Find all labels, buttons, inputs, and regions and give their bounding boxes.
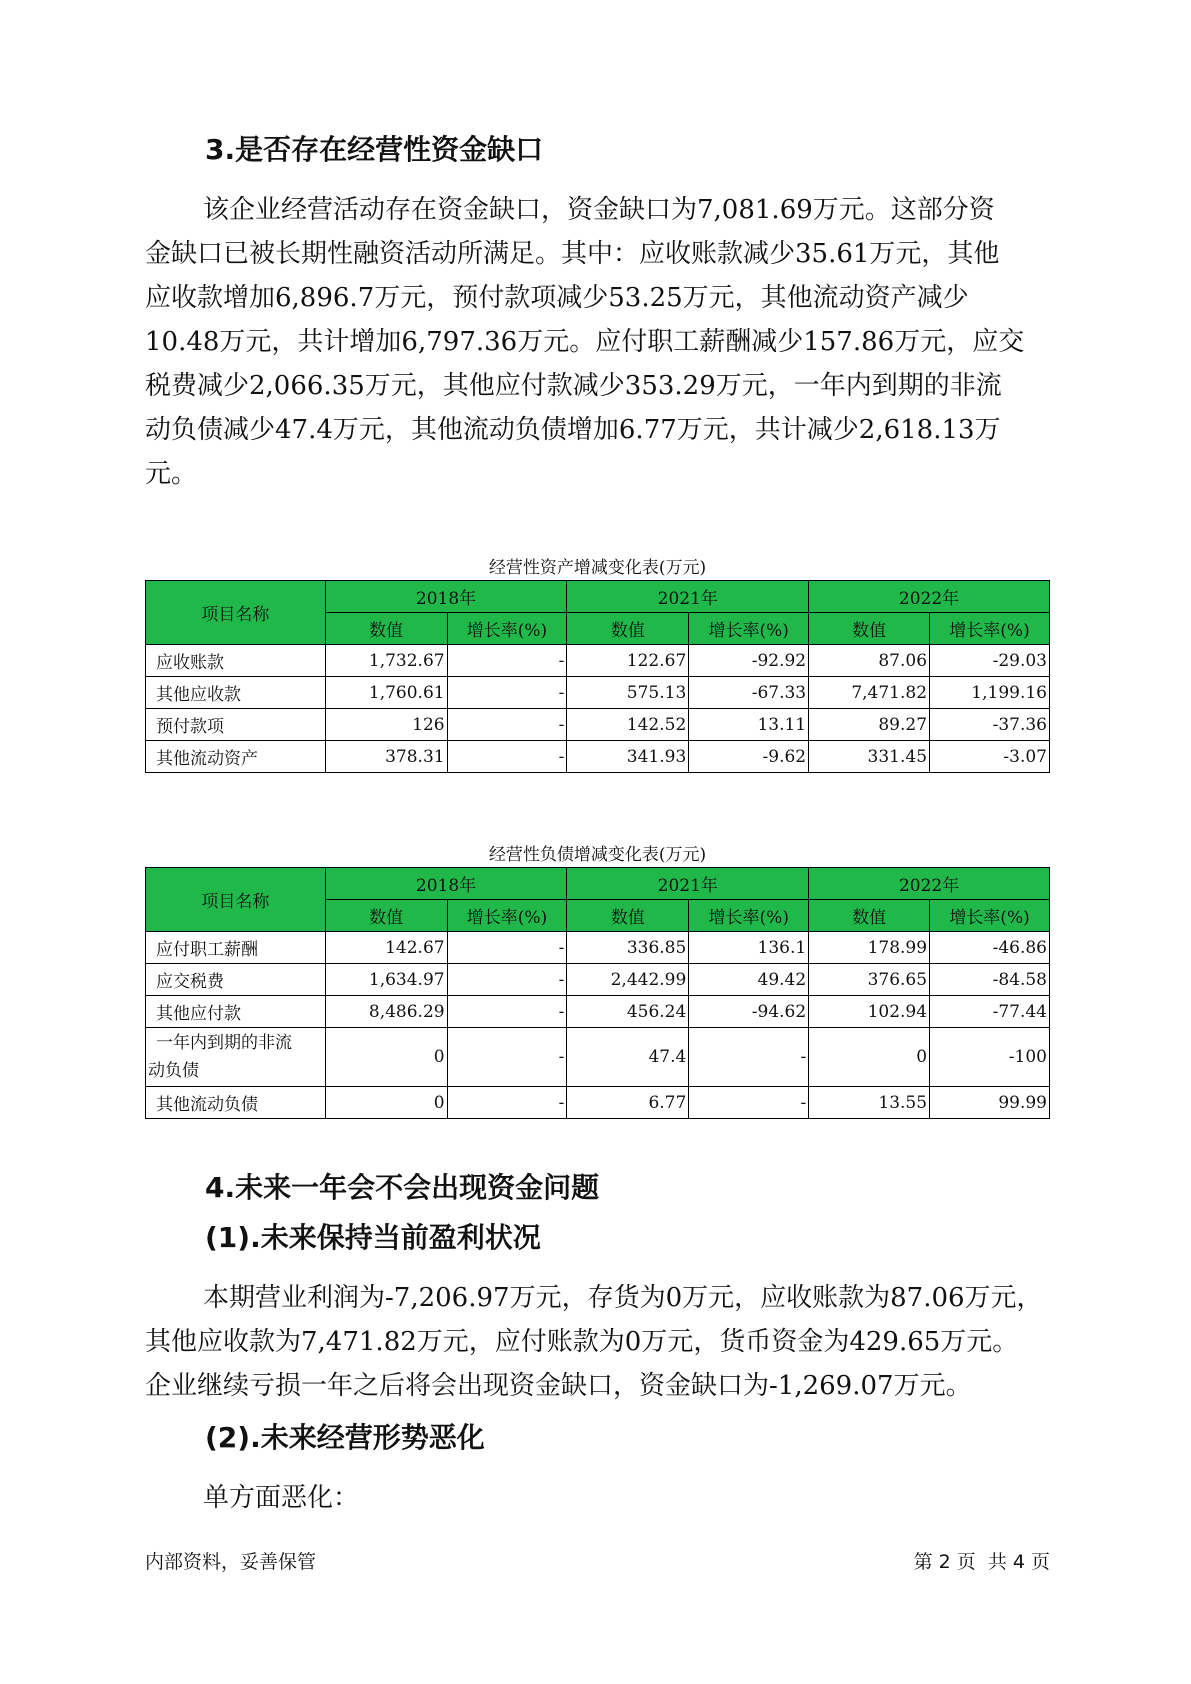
row-name	[146, 1028, 326, 1087]
table-row	[146, 741, 1050, 773]
paragraph-line: 其他应收款为7,471.82万元，应付账款为0万元，货币资金为429.65万元。	[145, 1327, 1019, 1357]
paragraph-line: 动负债减少47.4万元，其他流动负债增加6.77万元，共计减少2,618.13万	[145, 415, 1001, 445]
cell: -67.33	[689, 677, 809, 709]
rate-header: 增长率(%)	[930, 613, 1050, 645]
subsection-1-heading: (1).未来保持当前盈利状况	[205, 1221, 541, 1254]
rate-header: 增长率(%)	[447, 613, 567, 645]
cell: 8,486.29	[325, 996, 447, 1028]
year-header: 2021年	[567, 581, 809, 613]
cell: -	[447, 1028, 567, 1087]
value-header: 数值	[325, 900, 447, 932]
cell: -	[689, 1087, 809, 1119]
cell: 126	[325, 709, 447, 741]
subsection-2-paragraph	[145, 1476, 1050, 1520]
cell: 102.94	[809, 996, 930, 1028]
row-name-line: 一年内到期的非流	[156, 1033, 292, 1053]
cell: -	[689, 1028, 809, 1087]
paragraph-line: 单方面恶化：	[203, 1483, 360, 1513]
cell: 1,634.97	[325, 964, 447, 996]
row-name: 预付款项	[146, 709, 326, 741]
rate-header: 增长率(%)	[447, 900, 567, 932]
asset-table-caption: 经营性资产增减变化表(万元)	[488, 558, 707, 578]
cell: 0	[809, 1028, 930, 1087]
table-row	[146, 964, 1050, 996]
cell: -	[447, 741, 567, 773]
cell: 99.99	[930, 1087, 1050, 1119]
section-3-paragraph	[145, 188, 1050, 496]
cell: 0	[325, 1028, 447, 1087]
cell: -100	[930, 1028, 1050, 1087]
cell: 122.67	[567, 645, 689, 677]
footer-confidential-note: 内部资料，妥善保管	[145, 1551, 317, 1573]
cell: 89.27	[809, 709, 930, 741]
cell: 49.42	[689, 964, 809, 996]
table-row	[146, 645, 1050, 677]
cell: -77.44	[930, 996, 1050, 1028]
cell: 87.06	[809, 645, 930, 677]
cell: 142.67	[325, 932, 447, 964]
value-header: 数值	[567, 613, 689, 645]
cell: 6.77	[567, 1087, 689, 1119]
cell: 331.45	[809, 741, 930, 773]
subsection-2-heading: (2).未来经营形势恶化	[205, 1421, 485, 1454]
item-name-header: 项目名称	[146, 581, 326, 645]
paragraph-line: 税费减少2,066.35万元，其他应付款减少353.29万元，一年内到期的非流	[145, 371, 1002, 401]
paragraph-line: 10.48万元，共计增加6,797.36万元。应付职工薪酬减少157.86万元，应交	[145, 327, 1025, 357]
rate-header: 增长率(%)	[689, 900, 809, 932]
cell: -9.62	[689, 741, 809, 773]
table-row	[146, 996, 1050, 1028]
rate-header: 增长率(%)	[689, 613, 809, 645]
row-name: 其他应付款	[146, 996, 326, 1028]
cell: 336.85	[567, 932, 689, 964]
row-name-line: 动负债	[148, 1061, 199, 1081]
value-header: 数值	[325, 613, 447, 645]
cell: 178.99	[809, 932, 930, 964]
cell: -	[447, 1087, 567, 1119]
cell: 0	[325, 1087, 447, 1119]
row-name: 其他流动资产	[146, 741, 326, 773]
cell: 47.4	[567, 1028, 689, 1087]
section-4-heading: 4.未来一年会不会出现资金问题	[205, 1171, 600, 1204]
cell: 142.52	[567, 709, 689, 741]
value-header: 数值	[809, 613, 930, 645]
row-name: 应交税费	[146, 964, 326, 996]
year-header: 2018年	[325, 581, 567, 613]
footer-page-number: 第 2 页 共 4 页	[913, 1551, 1050, 1573]
year-header: 2022年	[809, 868, 1050, 900]
cell: 341.93	[567, 741, 689, 773]
cell: -	[447, 645, 567, 677]
table-row	[146, 677, 1050, 709]
subsection-1-paragraph	[145, 1276, 1050, 1408]
value-header: 数值	[567, 900, 689, 932]
paragraph-line: 元。	[145, 459, 198, 489]
cell: -46.86	[930, 932, 1050, 964]
paragraph-line: 该企业经营活动存在资金缺口，资金缺口为7,081.69万元。这部分资	[203, 195, 995, 225]
cell: 575.13	[567, 677, 689, 709]
cell: 1,732.67	[325, 645, 447, 677]
cell: 136.1	[689, 932, 809, 964]
paragraph-line: 企业继续亏损一年之后将会出现资金缺口，资金缺口为-1,269.07万元。	[145, 1371, 972, 1401]
paragraph-line: 本期营业利润为-7,206.97万元，存货为0万元，应收账款为87.06万元，	[203, 1283, 1043, 1313]
cell: -	[447, 677, 567, 709]
year-header: 2021年	[567, 868, 809, 900]
cell: -	[447, 709, 567, 741]
cell: 376.65	[809, 964, 930, 996]
cell: 7,471.82	[809, 677, 930, 709]
rate-header: 增长率(%)	[930, 900, 1050, 932]
section-3-heading: 3.是否存在经营性资金缺口	[205, 133, 544, 166]
row-name: 其他流动负债	[146, 1087, 326, 1119]
asset-table	[145, 580, 1050, 773]
row-name: 应收账款	[146, 645, 326, 677]
cell: -	[447, 964, 567, 996]
item-name-header: 项目名称	[146, 868, 326, 932]
cell: 456.24	[567, 996, 689, 1028]
cell: -37.36	[930, 709, 1050, 741]
paragraph-line: 金缺口已被长期性融资活动所满足。其中：应收账款减少35.61万元，其他	[145, 239, 1000, 269]
cell: -92.92	[689, 645, 809, 677]
year-header: 2018年	[325, 868, 567, 900]
cell: 13.11	[689, 709, 809, 741]
table-row	[146, 1087, 1050, 1119]
cell: -94.62	[689, 996, 809, 1028]
cell: -	[447, 996, 567, 1028]
table-row	[146, 932, 1050, 964]
table-row	[146, 709, 1050, 741]
row-name: 应付职工薪酬	[146, 932, 326, 964]
cell: -29.03	[930, 645, 1050, 677]
cell: -	[447, 932, 567, 964]
cell: 2,442.99	[567, 964, 689, 996]
cell: -84.58	[930, 964, 1050, 996]
cell: 1,760.61	[325, 677, 447, 709]
cell: 378.31	[325, 741, 447, 773]
cell: -3.07	[930, 741, 1050, 773]
table-row	[146, 1028, 1050, 1087]
liability-table	[145, 867, 1050, 1119]
cell: 1,199.16	[930, 677, 1050, 709]
value-header: 数值	[809, 900, 930, 932]
liability-table-caption: 经营性负债增减变化表(万元)	[488, 845, 707, 865]
cell: 13.55	[809, 1087, 930, 1119]
paragraph-line: 应收款增加6,896.7万元，预付款项减少53.25万元，其他流动资产减少	[145, 283, 969, 313]
year-header: 2022年	[809, 581, 1050, 613]
row-name: 其他应收款	[146, 677, 326, 709]
